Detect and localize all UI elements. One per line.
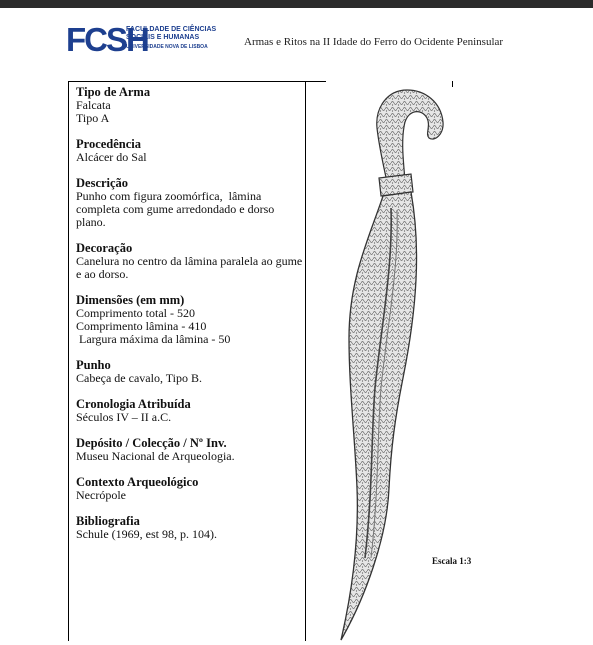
record-section <box>76 86 304 125</box>
record-section <box>76 515 304 541</box>
section-value: Largura máxima da lâmina - 50 <box>76 332 231 346</box>
record-section <box>76 177 304 229</box>
section-value: Alcácer do Sal <box>76 150 147 164</box>
section-value: Comprimento lâmina - 410 <box>76 319 207 333</box>
section-value: Falcata <box>76 98 111 112</box>
section-heading: Descrição <box>76 176 129 190</box>
record-section <box>76 138 304 164</box>
record-section <box>76 359 304 385</box>
section-heading: Bibliografia <box>76 514 140 528</box>
section-heading: Punho <box>76 358 111 372</box>
section-value: Museu Nacional de Arqueologia. <box>76 449 235 463</box>
section-heading: Depósito / Colecção / Nº Inv. <box>76 436 227 450</box>
section-value: Schule (1969, est 98, p. 104). <box>76 527 217 541</box>
section-value: Canelura no centro da lâmina paralela ao gume e ao dorso. <box>76 254 306 281</box>
artifact-record <box>76 86 304 554</box>
fcsh-logo <box>66 22 236 58</box>
viewer-top-bar <box>0 0 593 8</box>
page-header <box>66 22 566 62</box>
record-section <box>76 294 304 346</box>
document-title: Armas e Ritos na II Idade do Ferro do Ocidente Peninsular <box>244 36 504 48</box>
section-heading: Tipo de Arma <box>76 85 151 99</box>
section-value: Cabeça de cavalo, Tipo B. <box>76 371 202 385</box>
section-heading: Contexto Arqueológico <box>76 475 199 489</box>
scale-label: Escala 1:3 <box>432 556 472 566</box>
divider-line <box>306 81 326 82</box>
logo-text <box>126 26 236 51</box>
section-heading: Cronologia Atribuída <box>76 397 191 411</box>
section-value: Comprimento total - 520 <box>76 306 195 320</box>
section-heading: Procedência <box>76 137 142 151</box>
divider-tick <box>452 81 453 87</box>
section-value: Séculos IV – II a.C. <box>76 410 172 424</box>
logo-line-3: UNIVERSIDADE NOVA DE LISBOA <box>126 44 208 50</box>
record-section <box>76 398 304 424</box>
section-heading: Decoração <box>76 241 133 255</box>
record-section <box>76 242 304 281</box>
section-value: Necrópole <box>76 488 126 502</box>
section-value: Punho com figura zoomórfica, lâmina completa com gume arredondado e dorso plano. <box>76 189 278 229</box>
record-section <box>76 476 304 502</box>
logo-mark: FCSH <box>66 21 148 58</box>
logo-line-2: SOCIAIS E HUMANAS <box>126 34 200 41</box>
section-heading: Dimensões (em mm) <box>76 293 185 307</box>
record-section <box>76 437 304 463</box>
section-value: Tipo A <box>76 111 110 125</box>
logo-line-1: FACULDADE DE CIÊNCIAS <box>126 26 217 33</box>
